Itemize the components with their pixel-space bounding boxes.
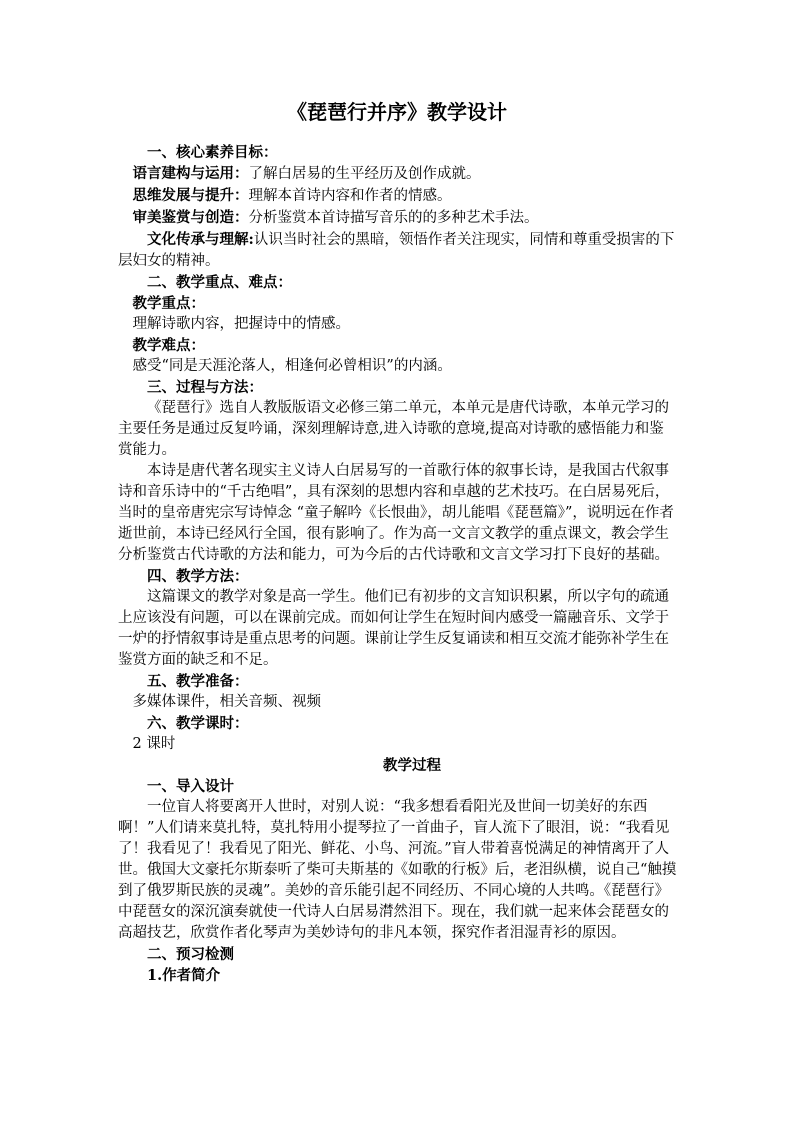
process-paragraph-2: 本诗是唐代著名现实主义诗人白居易写的一首歌行体的叙事长诗，是我国古代叙事诗和音乐诗中的“千古绝唱”，具有深刻的思想内容和卓越的艺术技巧。在白居易死后，当时的皇帝唐宪宗写诗悼念 “童子解吟《长恨曲》，胡儿能唱《琵琶篇》”，说明远在作者逝世前，本诗已经风行全国，很有影响了。作为高一文言文教学的重点课文，教会学生分析鉴赏古代诗歌的方法和能力，可为今后的古代诗歌和文言文学习打下良好的基础。 <box>118 463 674 563</box>
author-intro-heading: 1.作者简介 <box>147 967 221 984</box>
objective-culture: 文化传承与理解:认识当时社会的黑暗，领悟作者关注现实，同情和尊重受损害的下层妇女的精神。 <box>118 231 675 269</box>
document-title: 《琵琶行并序》教学设计 <box>287 100 507 124</box>
section-heading-key-points: 二、教学重点、难点： <box>147 274 292 291</box>
key-point-label: 教学重点： <box>132 295 205 312</box>
process-paragraph-1: 《琵琶行》选自人教版版语文必修三第二单元，本单元是唐代诗歌，本单元学习的主要任务是通过反复吟诵，深刻理解诗意,进入诗歌的意境,提高对诗歌的感悟能力和鉴赏能力。 <box>118 400 669 458</box>
document-body <box>118 142 678 986</box>
preview-check-heading: 二、预习检测 <box>147 946 234 963</box>
objective-language: 语言建构与运用：了解白居易的生平经历及创作成就。 <box>132 165 481 182</box>
teaching-process-heading: 教学过程 <box>383 757 441 774</box>
objective-thinking: 思维发展与提升：理解本首诗内容和作者的情感。 <box>132 187 452 204</box>
section-heading-hours: 六、教学课时： <box>147 715 249 732</box>
difficulty-label: 教学难点： <box>132 337 205 354</box>
objective-aesthetic: 审美鉴赏与创造：分析鉴赏本首诗描写音乐的的多种艺术手法。 <box>132 209 539 226</box>
section-heading-preparation: 五、教学准备： <box>147 673 249 690</box>
difficulty-text: 感受“同是天涯沦落人，相逢何必曾相识”的内涵。 <box>132 358 452 374</box>
intro-design-heading: 一、导入设计 <box>147 778 234 795</box>
section-heading-methods: 四、教学方法： <box>147 568 249 585</box>
section-heading-objectives: 一、核心素养目标： <box>147 144 278 161</box>
intro-design-paragraph: 一位盲人将要离开人世时，对别人说：“我多想看看阳光及世间一切美好的东西啊！”人们请来莫扎特，莫扎特用小提琴拉了一首曲子，盲人流下了眼泪，说：“我看见了！我看见了！我看见了阳光、鲜花、小鸟、河流。”盲人带着喜悦满足的神情离开了人世。俄国大文豪托尔斯泰听了柴可夫斯基的《如歌的行板》后，老泪纵横，说自己“触摸到了俄罗斯民族的灵魂”。美妙的音乐能引起不同经历、不同心境的人共鸣。《琵琶行》中琵琶女的深沉演奏就使一代诗人白居易潸然泪下。现在，我们就一起来体会琵琶女的高超技艺，欣赏作者化琴声为美妙诗句的非凡本领，探究作者泪湿青衫的原因。 <box>118 799 677 941</box>
preparation-text: 多媒体课件，相关音频、视频 <box>132 694 321 710</box>
key-point-text: 理解诗歌内容，把握诗中的情感。 <box>132 316 350 332</box>
methods-paragraph: 这篇课文的教学对象是高一学生。他们已有初步的文言知识积累，所以字句的疏通上应该没有问题，可以在课前完成。而如何让学生在短时间内感受一篇融音乐、文学于一炉的抒情叙事诗是重点思考的问题。课前让学生反复诵读和相互交流才能弥补学生在鉴赏方面的缺乏和不足。 <box>118 589 669 668</box>
hours-text: 2 课时 <box>132 736 176 752</box>
section-heading-process: 三、过程与方法： <box>147 379 263 396</box>
